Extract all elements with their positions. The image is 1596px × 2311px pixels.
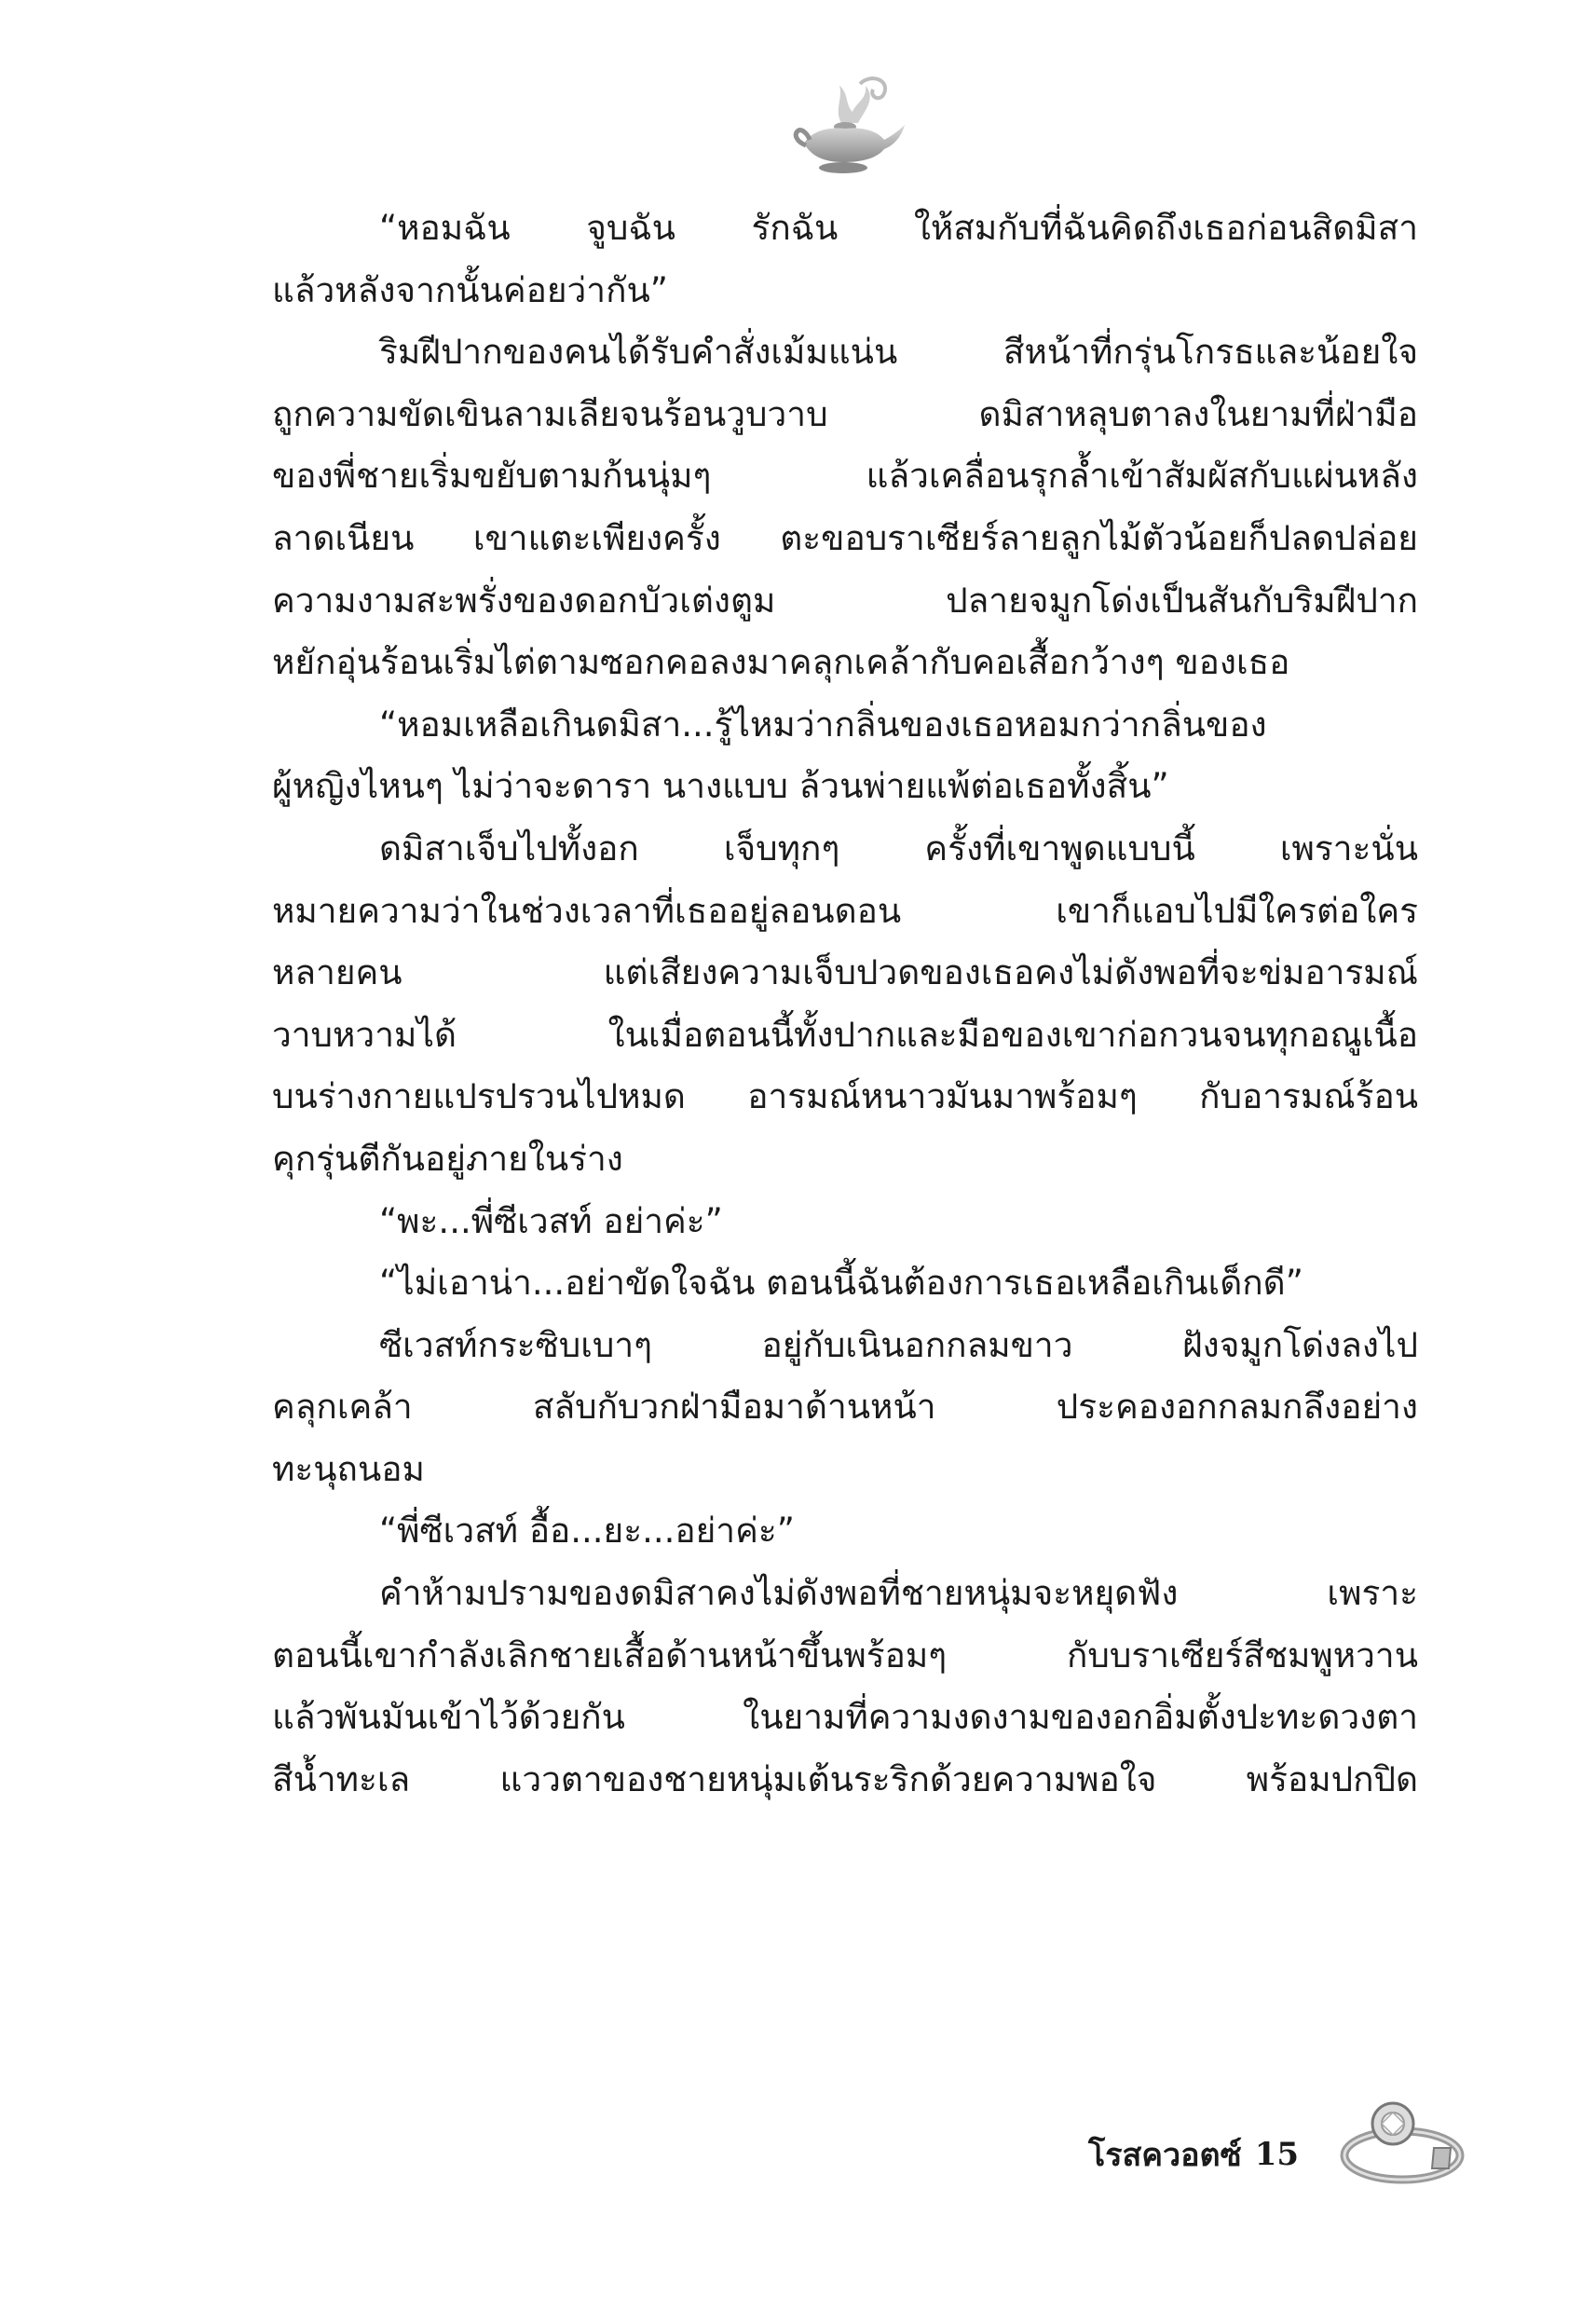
text-line: คำห้ามปรามของดมิสาคงไม่ดังพอที่ชายหนุ่มจะหยุดฟัง เพราะ <box>379 1573 1418 1614</box>
text-line: แล้วหลังจากนั้นค่อยว่ากัน” <box>272 269 668 310</box>
text-line: ซีเวสท์กระซิบเบาๆ อยู่กับเนินอกกลมขาว ฝังจมูกโด่งลงไป <box>379 1324 1418 1365</box>
text-line: ริมฝีปากของคนได้รับคำสั่งเม้มแน่น สีหน้าที่กรุ่นโกรธและน้อยใจ <box>379 332 1418 373</box>
text-line: คลุกเคล้า สลับกับวกฝ่ามือมาด้านหน้า ประคองอกกลมกลึงอย่าง <box>272 1387 1418 1428</box>
book-title: โรสควอตซ์ <box>1088 2137 1242 2174</box>
text-line: บนร่างกายแปรปรวนไปหมด อารมณ์หนาวมันมาพร้อมๆ กับอารมณ์ร้อน <box>272 1076 1418 1117</box>
text-line: ผู้หญิงไหนๆ ไม่ว่าจะดารา นางแบบ ล้วนพ่ายแพ้ต่อเธอทั้งสิ้น” <box>272 766 1169 807</box>
page-footer <box>1088 2126 1299 2182</box>
page-body <box>272 198 1418 1811</box>
text-line: ทะนุถนอม <box>272 1448 425 1489</box>
text-line: “หอมเหลือเกินดมิสา...รู้ไหมว่ากลิ่นของเธอหอมกว่ากลิ่นของ <box>379 704 1267 745</box>
text-line: ความงามสะพรั่งของดอกบัวเต่งตูม ปลายจมูกโด่งเป็นสันกับริมฝีปาก <box>272 580 1418 621</box>
diamond-ring-icon <box>1337 2083 1477 2195</box>
text-line: แล้วพันมันเข้าไว้ด้วยกัน ในยามที่ความงดงามของอกอิ่มตั้งปะทะดวงตา <box>272 1697 1418 1738</box>
text-line: สีน้ำทะเล แววตาของชายหนุ่มเต้นระริกด้วยความพอใจ พร้อมปกปิด <box>272 1758 1418 1799</box>
text-line: “ไม่เอาน่า...อย่าขัดใจฉัน ตอนนี้ฉันต้องการเธอเหลือเกินเด็กดี” <box>379 1263 1303 1304</box>
text-line: หมายความว่าในช่วงเวลาที่เธออยู่ลอนดอน เขาก็แอบไปมีใครต่อใคร <box>272 890 1418 931</box>
text-line: ของพี่ชายเริ่มขยับตามก้นนุ่มๆ แล้วเคลื่อนรุกล้ำเข้าสัมผัสกับแผ่นหลัง <box>272 456 1418 497</box>
text-line: วาบหวามได้ ในเมื่อตอนนี้ทั้งปากและมือของเขาก่อกวนจนทุกอณูเนื้อ <box>272 1014 1418 1055</box>
text-line: ตอนนี้เขากำลังเลิกชายเสื้อด้านหน้าขึ้นพร้อมๆ กับบราเซียร์สีชมพูหวาน <box>272 1634 1418 1675</box>
text-line: “พะ...พี่ซีเวสท์ อย่าค่ะ” <box>379 1200 723 1241</box>
text-line: “พี่ซีเวสท์ อื้อ...ยะ...อย่าค่ะ” <box>379 1511 795 1552</box>
text-line: ลาดเนียน เขาแตะเพียงครั้ง ตะขอบราเซียร์ลายลูกไม้ตัวน้อยก็ปลดปล่อย <box>272 517 1418 558</box>
magic-lamp-icon <box>787 65 908 186</box>
text-line: คุกรุ่นตีกันอยู่ภายในร่าง <box>272 1138 623 1179</box>
page-number: 15 <box>1254 2136 1300 2173</box>
text-line: หลายคน แต่เสียงความเจ็บปวดของเธอคงไม่ดังพอที่จะข่มอารมณ์ <box>272 952 1418 993</box>
text-line: ดมิสาเจ็บไปทั้งอก เจ็บทุกๆ ครั้งที่เขาพูดแบบนี้ เพราะนั่น <box>379 827 1418 868</box>
text-line: ถูกความขัดเขินลามเลียจนร้อนวูบวาบ ดมิสาหลุบตาลงในยามที่ฝ่ามือ <box>272 393 1418 434</box>
text-line: “หอมฉัน จูบฉัน รักฉัน ให้สมกับที่ฉันคิดถึงเธอก่อนสิดมิสา <box>379 208 1418 248</box>
text-line: หยักอุ่นร้อนเริ่มไต่ตามซอกคอลงมาคลุกเคล้ากับคอเสื้อกว้างๆ ของเธอ <box>272 642 1290 683</box>
